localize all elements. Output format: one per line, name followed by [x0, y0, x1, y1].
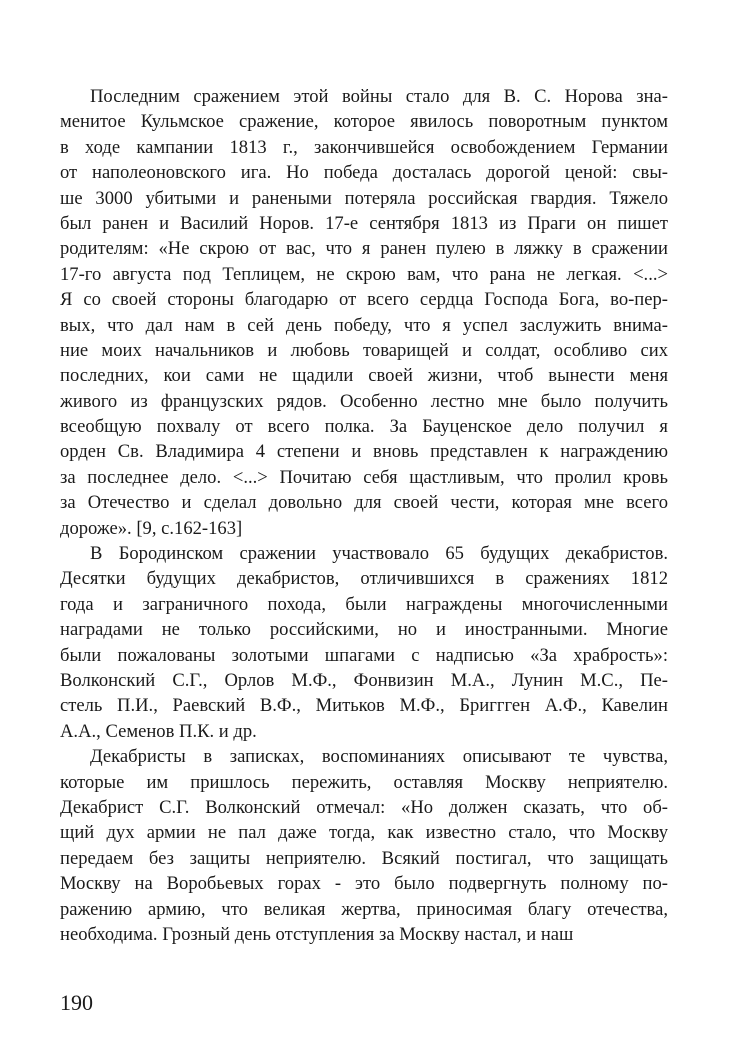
text-line: Волконский С.Г., Орлов М.Ф., Фонвизин М.А., Лунин М.С., Пе-	[60, 669, 668, 691]
text-line: года и заграничного похода, были награждены многочисленными	[60, 593, 668, 615]
text-line: Последним сражением этой войны стало для В. С. Норова зна-	[90, 86, 668, 107]
text-line: орден Св. Владимира 4 степени и вновь представлен к награждению	[60, 441, 668, 463]
text-line: от наполеоновского ига. Но победа досталась дорогой ценой: свы-	[60, 162, 668, 184]
paragraph	[60, 744, 668, 947]
text-line: дороже». [9, с.162-163]	[60, 517, 243, 539]
text-line: Десятки будущих декабристов, отличившихся в сражениях 1812	[60, 568, 668, 590]
text-line: последних, кои сами не щадили своей жизни, чтоб вынести меня	[60, 365, 668, 387]
text-line: живого из французских рядов. Особенно лестно мне было получить	[60, 390, 668, 412]
text-line: ше 3000 убитыми и ранеными потеряла российская гвардия. Тяжело	[60, 187, 668, 209]
text-line: в ходе кампании 1813 г., закончившейся освобождением Германии	[60, 136, 668, 158]
page-body	[60, 84, 668, 947]
text-line: наградами не только российскими, но и иностранными. Многие	[60, 619, 668, 641]
text-line: щий дух армии не пал даже тогда, как известно стало, что Москву	[60, 822, 668, 844]
text-line: за последнее дело. <...> Почитаю себя щастливым, что пролил кровь	[60, 466, 668, 488]
text-line: Я со своей стороны благодарю от всего сердца Господа Бога, во-пер-	[60, 289, 668, 311]
text-block	[60, 84, 668, 947]
text-line: Декабристы в записках, воспоминаниях описывают те чувства,	[90, 746, 668, 768]
text-line: был ранен и Василий Норов. 17-е сентября 1813 из Праги он пишет	[60, 212, 668, 234]
text-line: за Отечество и сделал довольно для своей чести, которая мне всего	[60, 492, 668, 514]
paragraph	[60, 541, 668, 744]
text-line: ние моих начальников и любовь товарищей и солдат, особливо сих	[60, 339, 668, 361]
text-line: Москву на Воробьевых горах - это было подвергнуть полному по-	[60, 873, 668, 895]
text-line: Декабрист С.Г. Волконский отмечал: «Но должен сказать, что об-	[60, 796, 668, 818]
text-line: стель П.И., Раевский В.Ф., Митьков М.Ф., Бриггген А.Ф., Кавелин	[60, 695, 668, 717]
text-line: были пожалованы золотыми шпагами с надписью «За храбрость»:	[60, 644, 668, 666]
text-line: ражению армию, что великая жертва, приносимая благу отечества,	[60, 898, 668, 920]
text-line: А.А., Семенов П.К. и др.	[60, 720, 257, 742]
text-line: передаем без защиты неприятелю. Всякий постигал, что защищать	[60, 847, 668, 869]
text-line: В Бородинском сражении участвовало 65 будущих декабристов.	[90, 543, 668, 565]
text-line: менитое Кульмское сражение, которое явилось поворотным пунктом	[60, 111, 668, 133]
page-number: 190	[60, 990, 93, 1015]
text-line: которые им пришлось пережить, оставляя Москву неприятелю.	[60, 771, 668, 793]
paragraph	[60, 84, 668, 541]
text-line: вых, что дал нам в сей день победу, что я успел заслужить внима-	[60, 314, 668, 336]
text-line: родителям: «Не скрою от вас, что я ранен пулею в ляжку в сражении	[60, 238, 668, 260]
text-line: 17-го августа под Теплицем, не скрою вам, что рана не легкая. <...>	[60, 263, 668, 285]
text-line: необходима. Грозный день отступления за Москву настал, и наш	[60, 923, 574, 945]
text-line: всеобщую похвалу от всего полка. За Бауценское дело получил я	[60, 416, 668, 438]
